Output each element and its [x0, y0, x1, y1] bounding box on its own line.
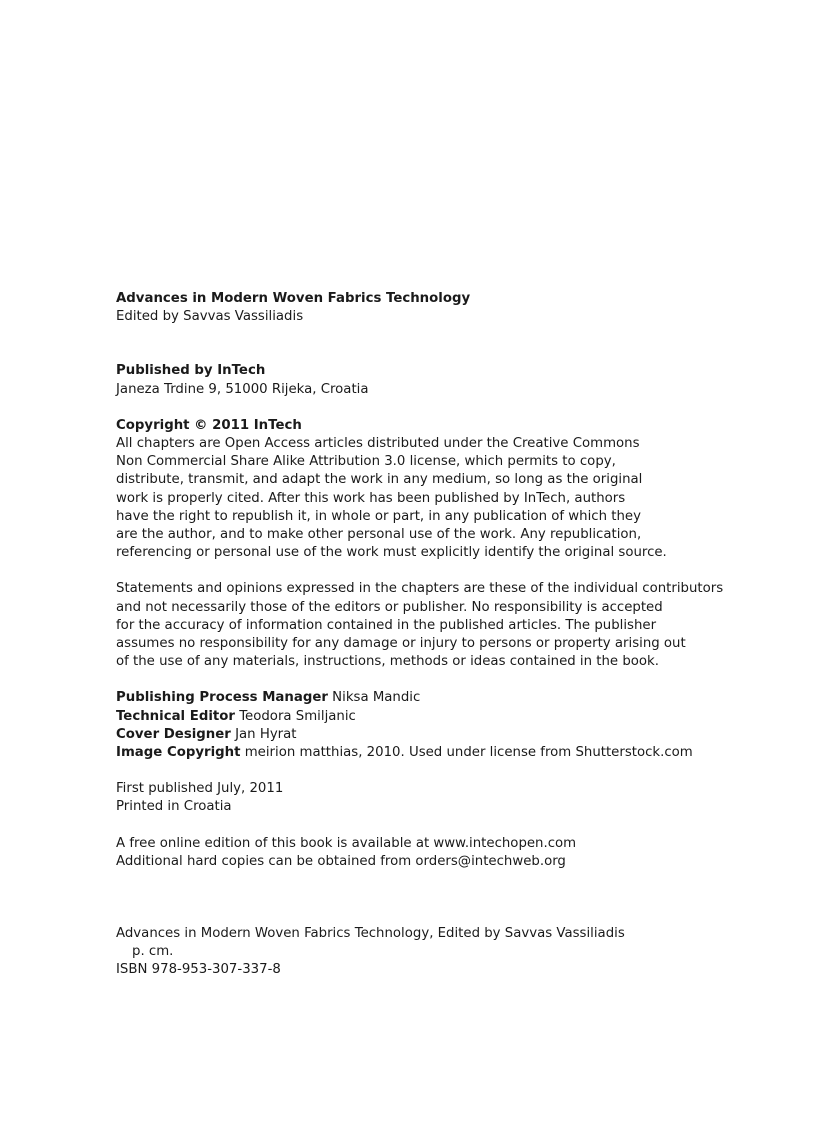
printed-in: Printed in Croatia — [116, 799, 232, 815]
credit-role: Publishing Process Manager — [116, 690, 328, 706]
credit-name: Jan Hyrat — [235, 726, 297, 742]
credits-block — [116, 689, 716, 762]
copyright-heading: Copyright © 2011 InTech — [116, 417, 302, 433]
copyright-text-line: are the author, and to make other personal use of the work. Any republication, — [116, 527, 642, 543]
publisher-heading: Published by InTech — [116, 363, 266, 379]
copyright-block — [116, 417, 716, 563]
copyright-text-line: referencing or personal use of the work must explicitly identify the original source. — [116, 545, 667, 561]
credit-role: Image Copyright — [116, 745, 241, 761]
statements-text-line: for the accuracy of information contained in the published articles. The publisher — [116, 617, 657, 633]
credit-role: Technical Editor — [116, 708, 235, 724]
credit-row — [116, 689, 716, 707]
availability-block — [116, 835, 716, 871]
publisher-address: Janeza Trdine 9, 51000 Rijeka, Croatia — [116, 381, 369, 397]
credit-row — [116, 708, 716, 726]
statements-block — [116, 580, 724, 671]
online-edition-note: A free online edition of this book is available at www.intechopen.com — [116, 835, 577, 851]
statements-text-line: of the use of any materials, instructions, methods or ideas contained in the book. — [116, 654, 659, 670]
cip-title-line: Advances in Modern Woven Fabrics Technology, Edited by Savvas Vassiliadis — [116, 926, 625, 942]
edited-by: Edited by Savvas Vassiliadis — [116, 309, 304, 325]
credit-name: Teodora Smiljanic — [239, 708, 356, 724]
first-published: First published July, 2011 — [116, 781, 284, 797]
cip-block — [116, 925, 716, 980]
statements-text-line: Statements and opinions expressed in the chapters are these of the individual contributors — [116, 581, 724, 597]
book-title: Advances in Modern Woven Fabrics Technology — [116, 291, 471, 306]
credit-row — [116, 744, 716, 762]
copyright-text-line: Non Commercial Share Alike Attribution 3.0 license, which permits to copy, — [116, 454, 616, 470]
copyright-text-line: work is properly cited. After this work has been published by InTech, authors — [116, 490, 626, 506]
credit-row — [116, 726, 716, 744]
book-title-block — [116, 290, 716, 326]
credit-name: meirion matthias, 2010. Used under license from Shutterstock.com — [244, 745, 693, 761]
publication-block — [116, 780, 716, 816]
copyright-text-line: All chapters are Open Access articles distributed under the Creative Commons — [116, 436, 640, 452]
credit-name: Niksa Mandic — [332, 690, 421, 706]
copyright-text-line: have the right to republish it, in whole or part, in any publication of which they — [116, 508, 641, 524]
credit-role: Cover Designer — [116, 726, 231, 742]
cip-pcm-line: p. cm. — [132, 944, 174, 960]
copyright-page — [116, 290, 724, 980]
publisher-block — [116, 362, 716, 398]
statements-text-line: assumes no responsibility for any damage or injury to persons or property arising out — [116, 636, 686, 652]
statements-text-line: and not necessarily those of the editors or publisher. No responsibility is accepted — [116, 599, 663, 615]
copyright-text-line: distribute, transmit, and adapt the work in any medium, so long as the original — [116, 472, 643, 488]
hard-copies-note: Additional hard copies can be obtained from orders@intechweb.org — [116, 853, 566, 869]
isbn: ISBN 978-953-307-337-8 — [116, 962, 281, 978]
